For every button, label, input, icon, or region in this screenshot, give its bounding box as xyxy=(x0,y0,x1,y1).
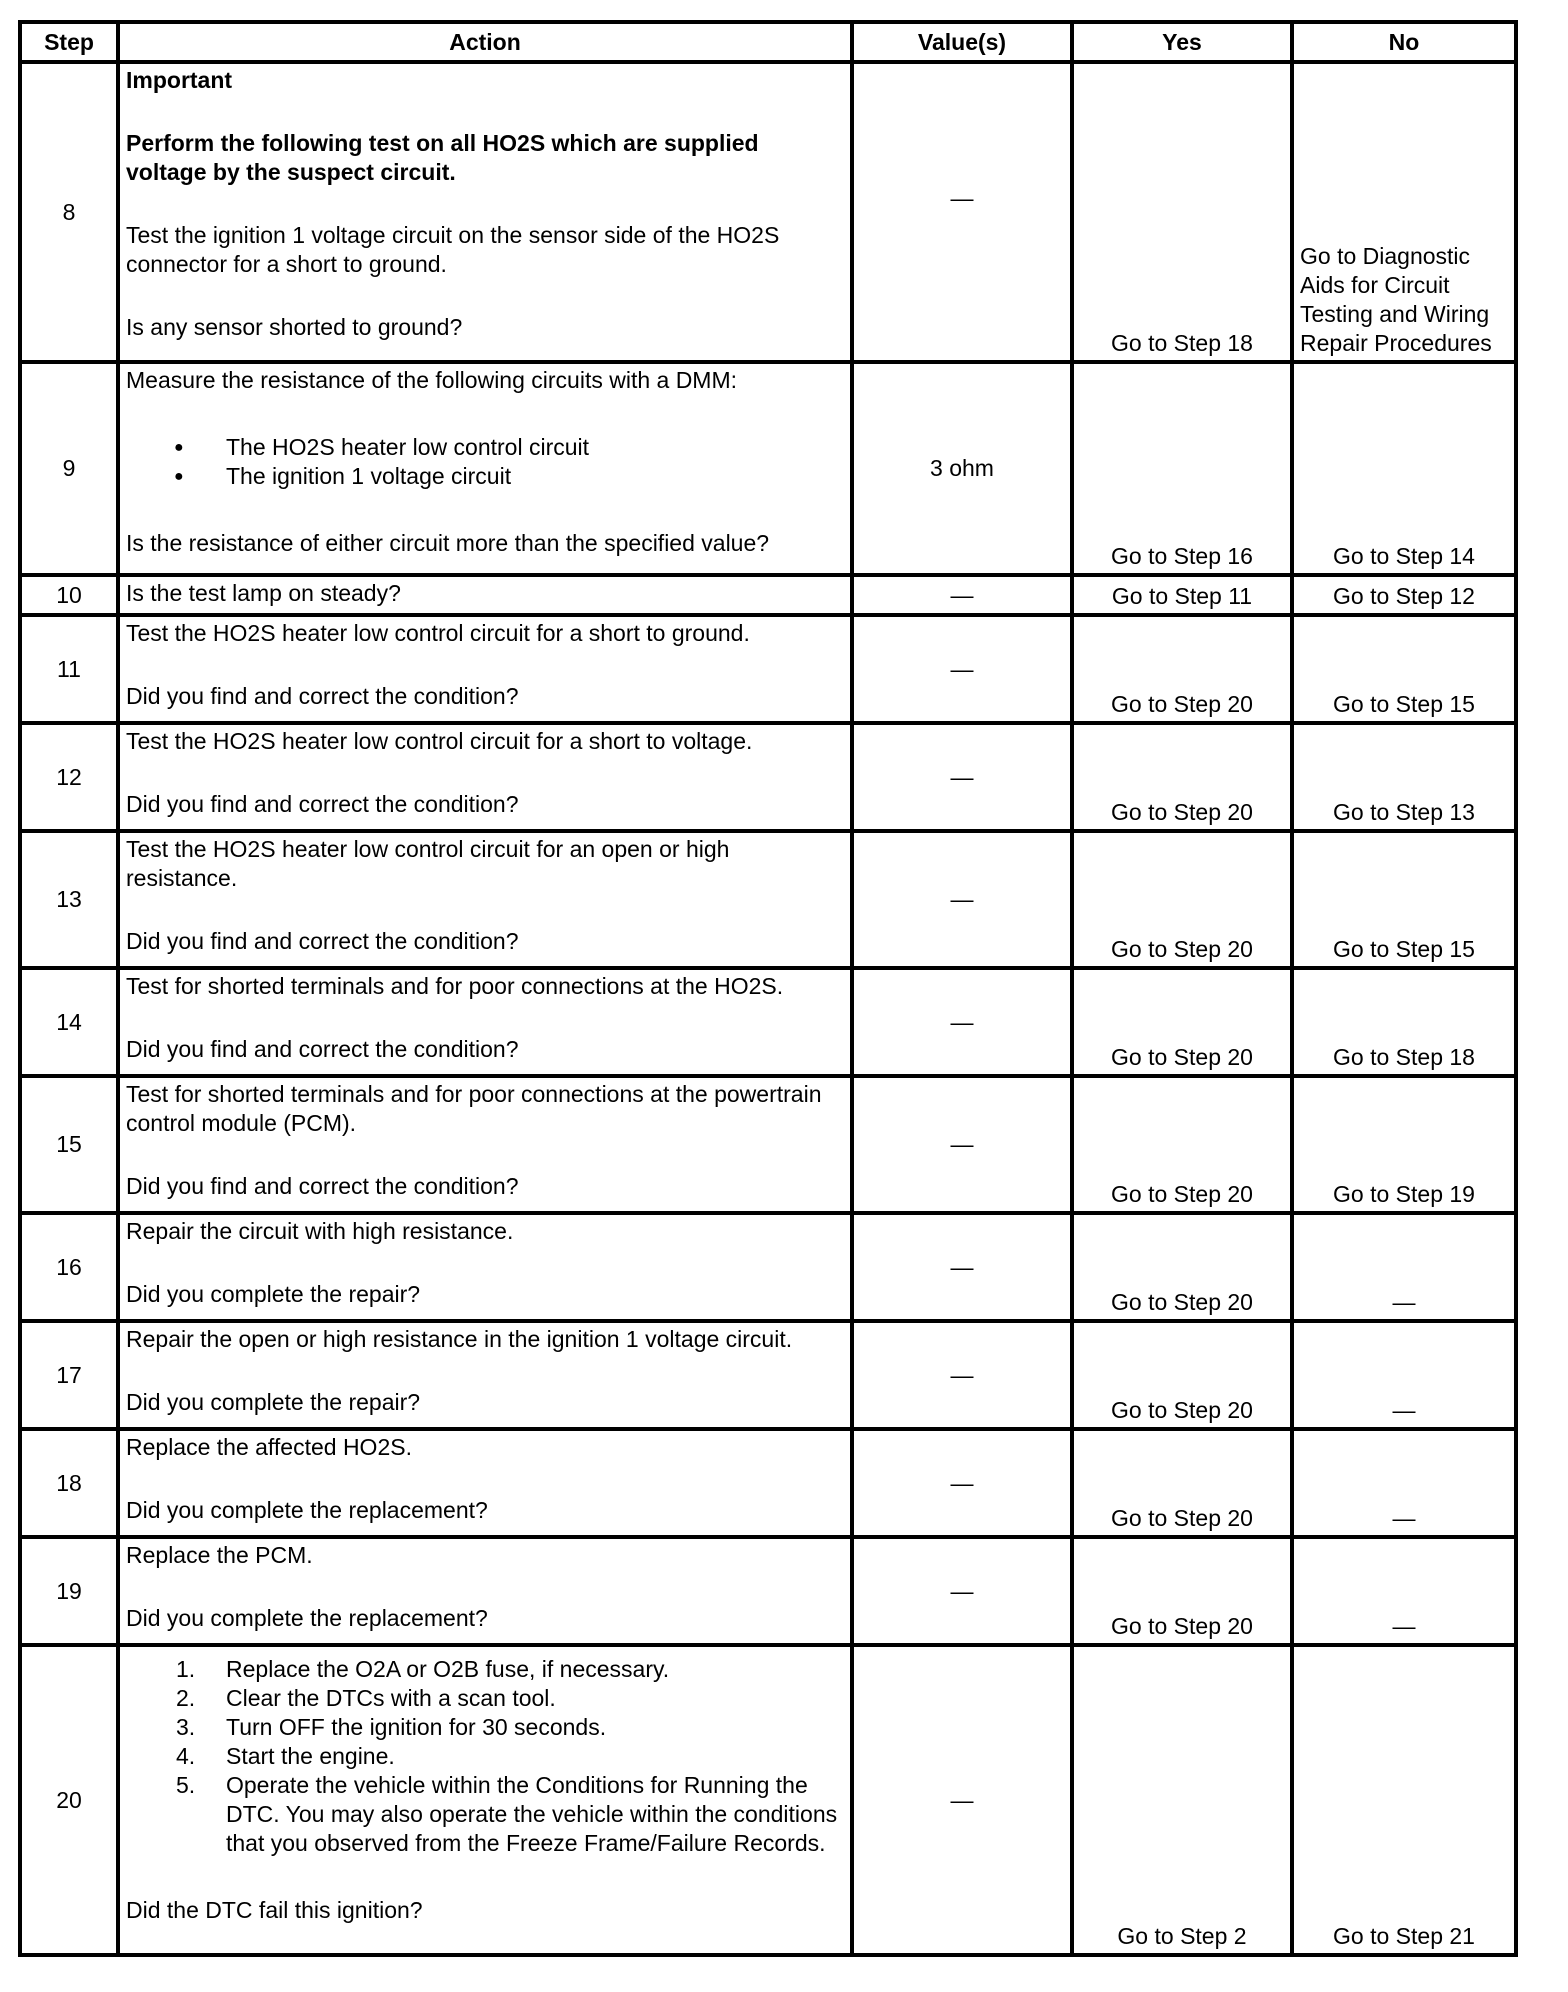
value-cell: — xyxy=(852,1429,1072,1537)
yes-cell: Go to Step 11 xyxy=(1072,575,1292,615)
action-question: Is the resistance of either circuit more than the specified value? xyxy=(126,530,770,556)
table-row xyxy=(20,968,1516,1076)
value-cell: — xyxy=(852,1321,1072,1429)
action-instruction: Replace the PCM. xyxy=(126,1542,313,1568)
no-cell: Go to Step 21 xyxy=(1292,1645,1516,1955)
list-item xyxy=(126,1655,844,1684)
list-text: Replace the O2A or O2B fuse, if necessary. xyxy=(226,1656,670,1682)
header-no: No xyxy=(1292,22,1516,62)
step-number: 19 xyxy=(20,1537,118,1645)
table-row xyxy=(20,723,1516,831)
no-cell: Go to Diagnostic Aids for Circuit Testing and Wiring Repair Procedures xyxy=(1292,62,1516,362)
step-number: 9 xyxy=(20,362,118,575)
action-question: Did you complete the replacement? xyxy=(126,1497,488,1523)
bullet-list xyxy=(126,433,844,491)
table-row xyxy=(20,1645,1516,1955)
action-instruction: Test the HO2S heater low control circuit for a short to ground. xyxy=(126,620,750,646)
action-question: Is the test lamp on steady? xyxy=(126,580,401,606)
list-item xyxy=(126,1742,844,1771)
table-row xyxy=(20,62,1516,362)
header-row xyxy=(20,22,1516,62)
value-cell: 3 ohm xyxy=(852,362,1072,575)
yes-cell: Go to Step 20 xyxy=(1072,615,1292,723)
important-text: Perform the following test on all HO2S which are supplied voltage by the suspect circuit. xyxy=(126,130,759,185)
step-number: 17 xyxy=(20,1321,118,1429)
action-cell xyxy=(118,723,852,831)
yes-cell: Go to Step 16 xyxy=(1072,362,1292,575)
value-cell: — xyxy=(852,1076,1072,1213)
action-question: Did you find and correct the condition? xyxy=(126,928,519,954)
action-cell xyxy=(118,1537,852,1645)
yes-cell: Go to Step 20 xyxy=(1072,1076,1292,1213)
yes-cell: Go to Step 20 xyxy=(1072,1321,1292,1429)
table-row xyxy=(20,1076,1516,1213)
value-cell: — xyxy=(852,831,1072,968)
action-cell xyxy=(118,1645,852,1955)
action-instruction: Replace the affected HO2S. xyxy=(126,1434,412,1460)
no-cell: — xyxy=(1292,1321,1516,1429)
action-cell xyxy=(118,575,852,615)
value-cell: — xyxy=(852,575,1072,615)
yes-cell: Go to Step 18 xyxy=(1072,62,1292,362)
diagnostic-table xyxy=(18,20,1518,1957)
action-question: Did you complete the repair? xyxy=(126,1389,421,1415)
step-number: 18 xyxy=(20,1429,118,1537)
yes-cell: Go to Step 20 xyxy=(1072,1429,1292,1537)
header-yes: Yes xyxy=(1072,22,1292,62)
no-cell: Go to Step 15 xyxy=(1292,615,1516,723)
no-cell: Go to Step 15 xyxy=(1292,831,1516,968)
action-question: Did you find and correct the condition? xyxy=(126,1036,519,1062)
value-cell: — xyxy=(852,62,1072,362)
action-cell xyxy=(118,831,852,968)
action-instruction: Test the ignition 1 voltage circuit on the sensor side of the HO2S connector for a short to ground. xyxy=(126,222,780,277)
action-instruction: Test for shorted terminals and for poor connections at the HO2S. xyxy=(126,973,784,999)
no-cell: Go to Step 18 xyxy=(1292,968,1516,1076)
yes-cell: Go to Step 20 xyxy=(1072,1537,1292,1645)
yes-cell: Go to Step 2 xyxy=(1072,1645,1292,1955)
list-number: 1. xyxy=(176,1656,196,1682)
list-number: 2. xyxy=(176,1685,196,1711)
table-row xyxy=(20,1321,1516,1429)
step-number: 14 xyxy=(20,968,118,1076)
step-number: 15 xyxy=(20,1076,118,1213)
list-item: ● The HO2S heater low control circuit xyxy=(126,433,844,462)
step-number: 12 xyxy=(20,723,118,831)
action-question: Is any sensor shorted to ground? xyxy=(126,314,463,340)
value-cell: — xyxy=(852,1213,1072,1321)
no-cell: — xyxy=(1292,1537,1516,1645)
table-row xyxy=(20,1429,1516,1537)
action-cell xyxy=(118,1321,852,1429)
action-instruction: Repair the open or high resistance in the ignition 1 voltage circuit. xyxy=(126,1326,793,1352)
table-row xyxy=(20,615,1516,723)
header-values: Value(s) xyxy=(852,22,1072,62)
table-row xyxy=(20,362,1516,575)
yes-cell: Go to Step 20 xyxy=(1072,723,1292,831)
no-cell: Go to Step 19 xyxy=(1292,1076,1516,1213)
value-cell: — xyxy=(852,615,1072,723)
list-item xyxy=(126,1713,844,1742)
list-item: ● The ignition 1 voltage circuit xyxy=(126,462,844,491)
yes-cell: Go to Step 20 xyxy=(1072,831,1292,968)
action-cell xyxy=(118,362,852,575)
value-cell: — xyxy=(852,1645,1072,1955)
action-cell xyxy=(118,1213,852,1321)
action-instruction: Test the HO2S heater low control circuit for a short to voltage. xyxy=(126,728,753,754)
list-text: Start the engine. xyxy=(226,1743,395,1769)
table-row xyxy=(20,831,1516,968)
action-cell xyxy=(118,615,852,723)
action-question: Did you find and correct the condition? xyxy=(126,1173,519,1199)
action-question: Did you find and correct the condition? xyxy=(126,683,519,709)
step-number: 11 xyxy=(20,615,118,723)
action-question: Did the DTC fail this ignition? xyxy=(126,1897,423,1923)
action-instruction: Repair the circuit with high resistance. xyxy=(126,1218,514,1244)
no-cell: — xyxy=(1292,1429,1516,1537)
value-cell: — xyxy=(852,1537,1072,1645)
action-instruction: Test for shorted terminals and for poor connections at the powertrain control module (PCM). xyxy=(126,1081,822,1136)
list-item xyxy=(126,1771,844,1858)
step-number: 13 xyxy=(20,831,118,968)
value-cell: — xyxy=(852,968,1072,1076)
action-question: Did you find and correct the condition? xyxy=(126,791,519,817)
yes-cell: Go to Step 20 xyxy=(1072,968,1292,1076)
numbered-list xyxy=(126,1655,844,1858)
step-number: 16 xyxy=(20,1213,118,1321)
action-question: Did you complete the replacement? xyxy=(126,1605,488,1631)
no-cell: Go to Step 13 xyxy=(1292,723,1516,831)
action-cell xyxy=(118,968,852,1076)
action-question: Did you complete the repair? xyxy=(126,1281,421,1307)
list-text: Turn OFF the ignition for 30 seconds. xyxy=(226,1714,607,1740)
header-action: Action xyxy=(118,22,852,62)
step-number: 20 xyxy=(20,1645,118,1955)
list-number: 3. xyxy=(176,1714,196,1740)
value-cell: — xyxy=(852,723,1072,831)
action-instruction: Test the HO2S heater low control circuit for an open or high resistance. xyxy=(126,836,730,891)
action-cell xyxy=(118,1076,852,1213)
yes-cell: Go to Step 20 xyxy=(1072,1213,1292,1321)
action-cell xyxy=(118,1429,852,1537)
list-text: Operate the vehicle within the Conditions for Running the DTC. You may also operate the vehicle within the conditions that you observed from the Freeze Frame/Failure Records. xyxy=(226,1772,838,1856)
no-cell: Go to Step 14 xyxy=(1292,362,1516,575)
table-row xyxy=(20,575,1516,615)
header-step: Step xyxy=(20,22,118,62)
step-number: 10 xyxy=(20,575,118,615)
list-item xyxy=(126,1684,844,1713)
table-row xyxy=(20,1213,1516,1321)
action-cell xyxy=(118,62,852,362)
no-cell: — xyxy=(1292,1213,1516,1321)
no-cell: Go to Step 12 xyxy=(1292,575,1516,615)
list-number: 5. xyxy=(176,1772,196,1798)
list-text: Clear the DTCs with a scan tool. xyxy=(226,1685,556,1711)
important-label: Important xyxy=(126,67,233,93)
action-instruction: Measure the resistance of the following circuits with a DMM: xyxy=(126,367,738,393)
list-number: 4. xyxy=(176,1743,196,1769)
step-number: 8 xyxy=(20,62,118,362)
table-row xyxy=(20,1537,1516,1645)
